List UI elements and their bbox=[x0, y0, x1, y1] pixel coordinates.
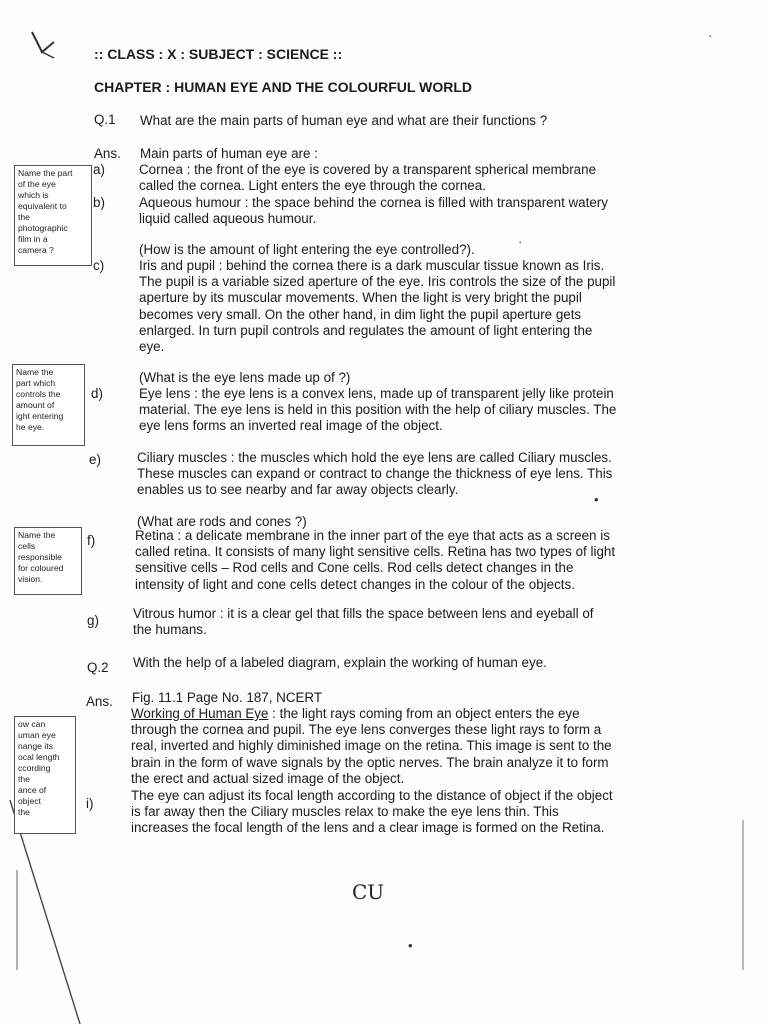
item-f-question: (What are rods and cones ?) bbox=[137, 514, 307, 529]
corner-tick-mark bbox=[28, 28, 58, 62]
item-d-question: (What is the eye lens made up of ?) bbox=[139, 370, 351, 385]
margin-note-iris bbox=[12, 364, 85, 446]
note-line: nange its bbox=[18, 741, 53, 751]
item-i-label: i) bbox=[86, 796, 94, 811]
text-line: eye. bbox=[139, 339, 165, 355]
text-line: increases the focal length of the lens and a clear image is formed on the Retina. bbox=[131, 820, 605, 836]
text-line: called the cornea. Light enters the eye through the cornea. bbox=[139, 178, 486, 194]
item-d-text bbox=[139, 386, 616, 435]
scan-speck: · bbox=[518, 234, 523, 249]
text-line: is far away then the Ciliary muscles relax to make the eye lens thin. This bbox=[131, 804, 559, 820]
handwritten-initials: CU bbox=[352, 880, 385, 904]
item-c-text bbox=[139, 258, 615, 355]
margin-note-film bbox=[14, 165, 92, 266]
item-e-label: e) bbox=[89, 452, 101, 467]
note-line: he eye. bbox=[16, 422, 45, 432]
note-line: which is bbox=[18, 190, 49, 200]
text-line: Iris and pupil : behind the cornea there is a dark muscular tissue known as Iris. bbox=[139, 258, 605, 273]
text-line: enlarged. In turn pupil controls and regulates the amount of light entering the bbox=[139, 322, 593, 338]
q1-intro: Main parts of human eye are : bbox=[140, 146, 318, 161]
text-line: the erect and actual sized image of the object. bbox=[131, 770, 405, 786]
q2-ans-label: Ans. bbox=[86, 694, 113, 709]
text-line: Eye lens : the eye lens is a convex lens, made up of transparent jelly like protein bbox=[139, 386, 614, 401]
text-line bbox=[131, 706, 612, 722]
note-line: the bbox=[18, 807, 30, 817]
note-line: ocal length bbox=[18, 752, 60, 762]
item-d-label: d) bbox=[91, 386, 103, 401]
item-c-question: (How is the amount of light entering the eye controlled?). bbox=[139, 242, 475, 257]
q2-fig-ref: Fig. 11.1 Page No. 187, NCERT bbox=[132, 690, 323, 705]
note-line: ance of bbox=[18, 785, 47, 795]
q2-working-text bbox=[131, 706, 612, 787]
page-border-left bbox=[14, 870, 20, 970]
item-i-text bbox=[131, 788, 613, 837]
note-line: ccording bbox=[18, 763, 51, 773]
note-line: equivalent to bbox=[18, 201, 67, 211]
item-b-label: b) bbox=[93, 195, 105, 210]
note-line: object bbox=[18, 796, 41, 806]
text-line: Cornea : the front of the eye is covered by a transparent spherical membrane bbox=[139, 162, 597, 177]
chapter-title: CHAPTER : HUMAN EYE AND THE COLOURFUL WORLD bbox=[94, 79, 472, 95]
note-line: the bbox=[18, 212, 30, 222]
text-line: The eye can adjust its focal length according to the distance of object if the object bbox=[131, 788, 613, 803]
text-line: Ciliary muscles : the muscles which hold the eye lens are called Ciliary muscles. bbox=[137, 450, 612, 465]
note-line: Name the bbox=[18, 530, 56, 540]
text-line: brain in the form of wave signals by the optic nerves. The brain analyze it to form bbox=[131, 754, 609, 770]
text-line: real, inverted and highly diminished image on the retina. This image is sent to the bbox=[131, 738, 612, 754]
note-line: photographic bbox=[18, 223, 68, 233]
q1-question: What are the main parts of human eye and what are their functions ? bbox=[140, 113, 548, 128]
note-line: camera ? bbox=[18, 245, 54, 255]
text-line: liquid called aqueous humour. bbox=[139, 211, 317, 227]
note-line: ow can bbox=[18, 719, 46, 729]
text-line: These muscles can expand or contract to change the thickness of eye lens. This bbox=[137, 466, 613, 482]
class-subject-line: :: CLASS : X : SUBJECT : SCIENCE :: bbox=[94, 46, 343, 62]
working-title: Working of Human Eye bbox=[131, 706, 269, 721]
scan-speck: • bbox=[408, 938, 413, 953]
note-line: film in a bbox=[18, 234, 48, 244]
note-line: the bbox=[18, 774, 30, 784]
item-g-text bbox=[133, 606, 594, 638]
q2-label: Q.2 bbox=[87, 660, 109, 675]
note-line: part which bbox=[16, 378, 56, 388]
margin-note-cones bbox=[14, 527, 82, 595]
text-line-rest: : the light rays coming from an object enters the eye bbox=[272, 706, 580, 721]
text-line: through the cornea and pupil. The eye lens converges these light rays to form a bbox=[131, 722, 602, 738]
note-line: Name the part bbox=[18, 168, 73, 178]
text-line: enables us to see nearby and far away objects clearly. bbox=[137, 482, 459, 498]
item-a-label: a) bbox=[93, 162, 105, 177]
note-line: responsible bbox=[18, 552, 62, 562]
text-line: Aqueous humour : the space behind the cornea is filled with transparent watery bbox=[139, 195, 608, 210]
note-line: ight entering bbox=[16, 411, 64, 421]
text-line: Retina : a delicate membrane in the inner part of the eye that acts as a screen is bbox=[135, 528, 610, 543]
text-line: the humans. bbox=[133, 622, 207, 638]
q1-ans-label: Ans. bbox=[94, 146, 121, 161]
margin-note-focal bbox=[14, 716, 76, 834]
item-a-text bbox=[139, 162, 596, 194]
note-line: uman eye bbox=[18, 730, 56, 740]
item-f-text bbox=[135, 528, 615, 593]
item-c-label: c) bbox=[93, 258, 105, 273]
q1-label: Q.1 bbox=[94, 112, 116, 127]
text-line: material. The eye lens is held in this position with the help of ciliary muscles. The bbox=[139, 402, 617, 418]
text-line: Vitrous humor : it is a clear gel that fills the space between lens and eyeball of bbox=[133, 606, 594, 621]
text-line: called retina. It consists of many light sensitive cells. Retina has two types of light bbox=[135, 544, 616, 560]
item-g-label: g) bbox=[87, 613, 99, 628]
note-line: amount of bbox=[16, 400, 55, 410]
note-line: cells bbox=[18, 541, 36, 551]
text-line: aperture by its muscular movements. When the light is very bright the pupil bbox=[139, 290, 582, 306]
scan-speck: • bbox=[594, 492, 599, 507]
text-line: The pupil is a variable sized aperture of the eye. Iris controls the size of the pupil bbox=[139, 274, 616, 290]
item-e-text bbox=[137, 450, 612, 499]
note-line: for coloured bbox=[18, 563, 64, 573]
text-line: becomes very small. On the other hand, in dim light the pupil aperture gets bbox=[139, 306, 582, 322]
scan-speck: · bbox=[708, 28, 713, 43]
note-line: controls the bbox=[16, 389, 61, 399]
note-line: vision. bbox=[18, 574, 43, 584]
text-line: intensity of light and cone cells detect changes in the colour of the objects. bbox=[135, 576, 575, 592]
note-line: Name the bbox=[16, 367, 54, 377]
page-border-right bbox=[738, 820, 748, 970]
text-line: sensitive cells – Rod cells and Cone cells. Rod cells detect changes in the bbox=[135, 560, 574, 576]
item-b-text bbox=[139, 195, 608, 227]
note-line: of the eye bbox=[18, 179, 56, 189]
item-f-label: f) bbox=[87, 533, 96, 548]
q2-question: With the help of a labeled diagram, explain the working of human eye. bbox=[133, 655, 547, 670]
text-line: eye lens forms an inverted real image of the object. bbox=[139, 418, 443, 434]
